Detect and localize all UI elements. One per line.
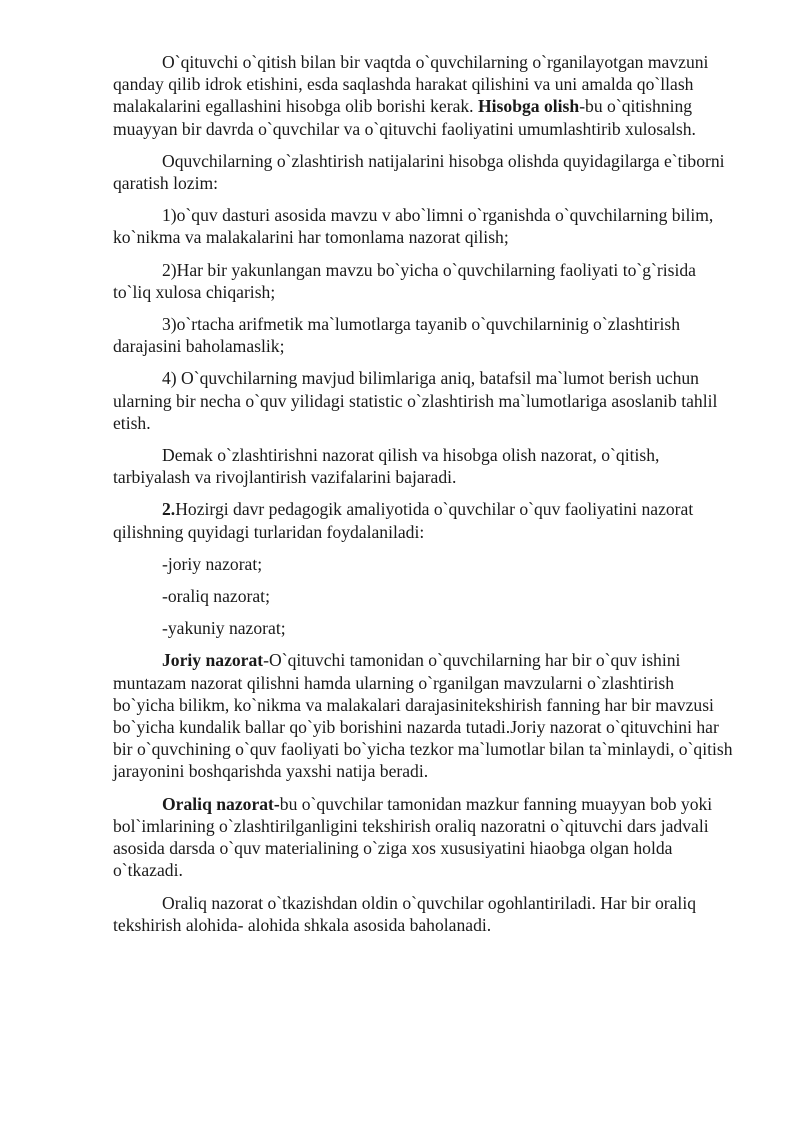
- paragraph-text: -yakuniy nazorat;: [162, 618, 286, 639]
- paragraph-conclusion: [113, 444, 738, 488]
- list-item-4: [113, 367, 738, 434]
- paragraph-text: 3)o`rtacha arifmetik ma`lumotlarga tayanib o`quvchilarninig o`zlashtirish darajasini baholamaslik;: [113, 314, 681, 357]
- paragraph-text: Hozirgi davr pedagogik amaliyotida o`quvchilar o`quv faoliyatini nazorat qilishning quyidagi turlaridan foydalaniladi:: [113, 499, 694, 542]
- paragraph-text: -bu o`qitishning muayyan bir davrda o`quvchilar va o`qituvchi faoliyatini umumlashtirib xulosalsh.: [113, 96, 696, 139]
- paragraph-text: 2)Har bir yakunlangan mavzu bo`yicha o`quvchilarning faoliyati to`g`risida to`liq xulosa chiqarish;: [113, 259, 696, 302]
- control-type-current: [113, 553, 738, 575]
- list-item-3: [113, 313, 738, 357]
- paragraph-attention: [113, 150, 738, 194]
- paragraph-oraliq-warning: [113, 892, 738, 936]
- section-number: 2.: [162, 499, 176, 520]
- paragraph-text: Demak o`zlashtirishni nazorat qilish va hisobga olish nazorat, o`qitish, tarbiyalash va rivojlantirish vazifalarini bajaradi.: [113, 445, 660, 488]
- bold-term: Joriy nazorat: [162, 650, 264, 671]
- paragraph-joriy-nazorat: [113, 649, 738, 782]
- paragraph-intro: [113, 51, 738, 140]
- bold-term: Hisobga olish: [477, 96, 580, 117]
- paragraph-text: 4) O`quvchilarning mavjud bilimlariga aniq, batafsil ma`lumot berish uchun ularning bir necha o`quv yilidagi statistic o`zlashtirish ma`lumotlariga asoslanib tahlil etish.: [113, 368, 718, 433]
- bold-term: Oraliq nazorat-: [162, 793, 280, 814]
- paragraph-text: -joriy nazorat;: [162, 553, 263, 574]
- paragraph-text: Oraliq nazorat o`tkazishdan oldin o`quvchilar ogohlantiriladi. Har bir oraliq tekshirish alohida- alohida shkala asosida baholanadi.: [113, 892, 696, 935]
- paragraph-text: bu o`quvchilar tamonidan mazkur fanning muayyan bob yoki bol`imlarining o`zlashtirilganligini tekshirish oraliq nazoratni o`qituvchi dars jadvali asosida darsda o`quv materialining o`ziga xos xususiyatini hiaobga olgan holda o`tkazadi.: [113, 793, 713, 881]
- paragraph-text: -oraliq nazorat;: [162, 586, 270, 607]
- control-type-intermediate: [113, 585, 738, 607]
- paragraph-oraliq-nazorat: [113, 793, 738, 882]
- paragraph-section-2: [113, 498, 738, 542]
- paragraph-text: 1)o`quv dasturi asosida mavzu v abo`limni o`rganishda o`quvchilarning bilim, ko`nikma va malakalarini har tomonlama nazorat qilish;: [113, 205, 714, 248]
- control-type-final: [113, 617, 738, 639]
- list-item-1: [113, 204, 738, 248]
- list-item-2: [113, 259, 738, 303]
- paragraph-text: Oquvchilarning o`zlashtirish natijalarini hisobga olishda quyidagilarga e`tiborni qaratish lozim:: [113, 150, 725, 194]
- paragraph-text: -O`qituvchi tamonidan o`quvchilarning har bir o`quv ishini muntazam nazorat qilishni hamda ularning o`rganilgan mavzularni o`zlashtirish bo`yicha bilikm, ko`nikma va malakalari darajasinitekshirish fanning har bir mavzusi bo`yicha kundalik ballar qo`yib borishini nazarda tutadi.Joriy nazorat o`qituvchini har bir o`quvchining o`quv faoliyati bo`yicha tezkor ma`lumotlar bilan ta`minlaydi, o`qitish jarayonini boshqarishda yaxshi natija beradi.: [113, 650, 733, 782]
- paragraph-text: O`qituvchi o`qitish bilan bir vaqtda o`quvchilarning o`rganilayotgan mavzuni qanday qilib idrok etishini, esda saqlashda harakat qilishini va uni amalda qo`llash malakalarini egallashini hisobga olib borishi kerak.: [113, 52, 709, 117]
